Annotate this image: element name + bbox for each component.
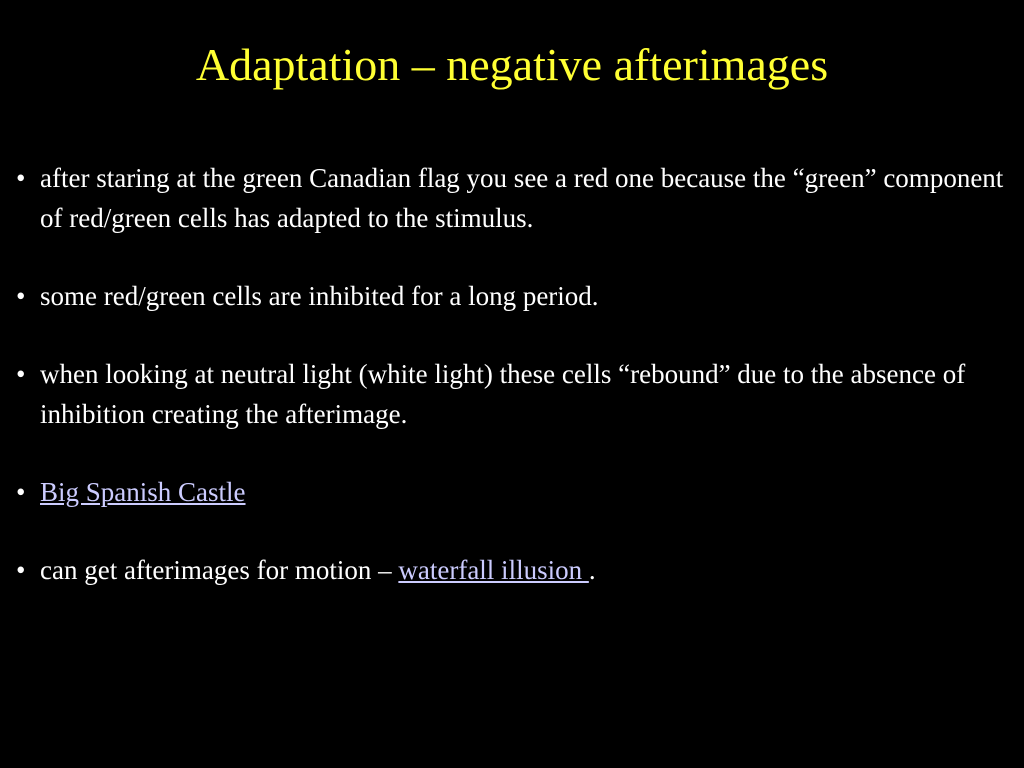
bullet-text: after staring at the green Canadian flag you see a red one because the “green” component of red/green cells has adapted to the stimulus.	[40, 163, 1004, 233]
bullet-item	[16, 276, 1006, 316]
bullet-dot: •	[16, 477, 26, 507]
slide-title: Adaptation – negative afterimages	[195, 39, 829, 90]
bullet-text: some red/green cells are inhibited for a long period.	[40, 281, 599, 311]
bullet-text: can get afterimages for motion –	[40, 555, 399, 585]
bullet-item	[16, 550, 1006, 590]
bullet-item	[16, 472, 1006, 512]
waterfall-illusion-link[interactable]: waterfall illusion	[398, 555, 589, 585]
bullet-item	[16, 158, 1006, 238]
big-spanish-castle-link[interactable]: Big Spanish Castle	[40, 477, 246, 507]
bullet-list	[16, 158, 1006, 628]
bullet-item	[16, 354, 1006, 434]
bullet-dot: •	[16, 163, 26, 193]
bullet-dot: •	[16, 359, 26, 389]
bullet-dot: •	[16, 555, 26, 585]
bullet-text: when looking at neutral light (white light) these cells “rebound” due to the absence of inhibition creating the afterimage.	[40, 359, 966, 429]
bullet-dot: •	[16, 281, 26, 311]
bullet-suffix: .	[588, 555, 596, 585]
